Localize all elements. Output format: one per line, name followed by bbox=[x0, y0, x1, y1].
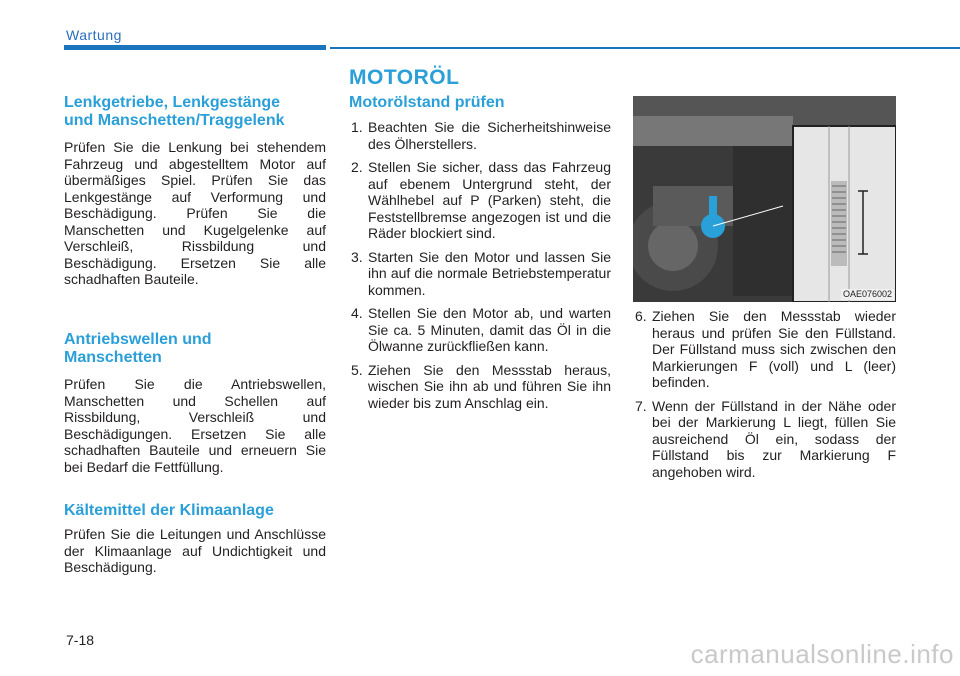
driveshaft-heading-line1: Antriebswellen und bbox=[64, 331, 212, 348]
step-text: Stellen Sie den Motor ab, und warten Sie ca. 5 Minuten, damit das Öl in die Ölwanne zurückfließen kann. bbox=[368, 305, 611, 354]
step-number: 4. bbox=[351, 305, 363, 321]
step-text: Stellen Sie sicher, dass das Fahrzeug auf ebenem Untergrund steht, der Wählhebel auf P (Parken) steht, die Feststellbremse angezogen ist und die Räder blockiert sind. bbox=[368, 159, 611, 241]
step-text: Ziehen Sie den Messstab wieder heraus und prüfen Sie den Füllstand. Der Füllstand muss sich zwischen den Markierungen F (voll) und L (leer) befinden. bbox=[652, 308, 896, 390]
step-number: 7. bbox=[635, 397, 647, 414]
oil-check-heading: Motorölstand prüfen bbox=[349, 94, 505, 111]
section-label: Wartung bbox=[66, 27, 122, 43]
step-item bbox=[635, 398, 896, 481]
page-number: 7-18 bbox=[66, 632, 95, 648]
oil-fill-steps bbox=[635, 308, 896, 480]
refrigerant-paragraph: Prüfen Sie die Leitungen und Anschlüsse der Klimaanlage auf Undichtigkeit und Beschädigung. bbox=[64, 526, 326, 575]
refrigerant-heading: Kältemittel der Klimaanlage bbox=[64, 502, 274, 519]
step-item bbox=[635, 308, 896, 391]
step-text: Starten Sie den Motor und lassen Sie ihn auf die normale Betriebstemperatur kommen. bbox=[368, 248, 611, 298]
step-number: 3. bbox=[351, 248, 363, 265]
main-heading: MOTORÖL bbox=[349, 66, 460, 89]
header-bar-accent bbox=[64, 45, 326, 50]
step-item bbox=[351, 362, 611, 412]
step-text: Beachten Sie die Sicherheitshinweise des Ölherstellers. bbox=[368, 119, 611, 152]
driveshaft-heading-line2: Manschetten bbox=[64, 349, 162, 366]
figure-caption: OAE076002 bbox=[842, 289, 892, 299]
step-number: 5. bbox=[351, 361, 363, 378]
steering-heading bbox=[64, 94, 326, 130]
driveshaft-heading bbox=[64, 331, 326, 367]
step-text: Ziehen Sie den Messstab heraus, wischen Sie ihn ab und führen Sie ihn wieder bis zum Anschlag ein. bbox=[368, 361, 611, 411]
steering-heading-line2: und Manschetten/Traggelenk bbox=[64, 112, 285, 129]
step-number: 2. bbox=[351, 159, 363, 175]
step-item bbox=[351, 119, 611, 152]
watermark-text: carmanualsonline.info bbox=[690, 639, 954, 669]
step-number: 6. bbox=[635, 308, 647, 324]
step-item bbox=[351, 305, 611, 355]
step-number: 1. bbox=[351, 119, 363, 135]
steering-heading-line1: Lenkgetriebe, Lenkgestänge bbox=[64, 94, 281, 111]
driveshaft-paragraph: Prüfen Sie die Antriebswellen, Manschetten und Schellen auf Rissbildung, Verschleiß und Beschädigungen. Ersetzen Sie alle schadhaften Bauteile und erneuern Sie bei Bedarf die Fettfüllung. bbox=[64, 376, 326, 475]
step-item bbox=[351, 159, 611, 242]
step-item bbox=[351, 249, 611, 299]
oil-check-steps bbox=[351, 119, 611, 411]
step-text: Wenn der Füllstand in der Nähe oder bei der Markierung L liegt, füllen Sie ausreichend Öl ein, sodass der Füllstand bis zur Markierung F angehoben wird. bbox=[652, 397, 896, 480]
engine-dipstick-photo bbox=[633, 96, 896, 302]
header-rule bbox=[330, 47, 960, 49]
steering-paragraph: Prüfen Sie die Lenkung bei stehendem Fahrzeug und abgestelltem Motor auf übermäßiges Spiel. Prüfen Sie das Lenkgestänge auf Verformung und Beschädigung. Prüfen Sie die Manschetten und Kugelgelenke auf Verschleiß, Rissbildung und Beschädigung. Ersetzen Sie alle schadhaften Bauteile. bbox=[64, 139, 326, 287]
engine-illustration bbox=[633, 96, 896, 302]
